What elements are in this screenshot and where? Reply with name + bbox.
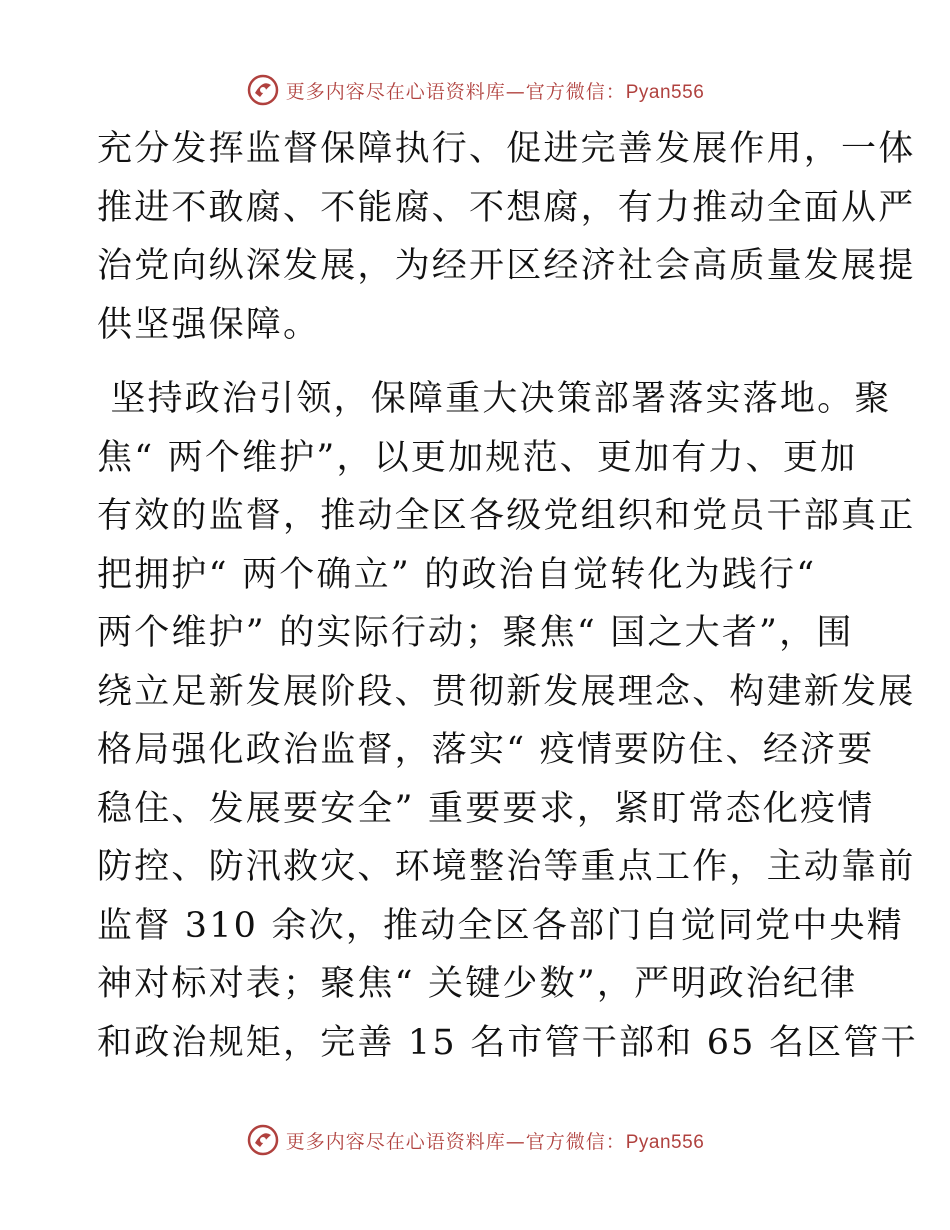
header-banner-text	[286, 77, 705, 104]
footer-wechat-handle: Pyan556	[625, 1131, 705, 1153]
paragraph-gap	[97, 354, 857, 370]
text-line: 焦“ 两个维护”，以更加规范、更加有力、更加	[97, 437, 858, 478]
paragraph-1	[97, 120, 916, 354]
text-line: 供坚强保障。	[97, 304, 321, 345]
text-line: 坚持政治引领，保障重大决策部署落实落地。聚	[97, 379, 892, 419]
text-line: 有效的监督，推动全区各级党组织和党员干部真正	[97, 496, 916, 536]
seal-logo-icon	[246, 1123, 280, 1157]
header-banner-label: 更多内容尽在心语资料库—官方微信：	[285, 80, 626, 103]
text-line: 格局强化政治监督，落实“ 疫情要防住、经济要	[97, 730, 875, 770]
text-line: 和政治规矩，完善 15 名市管干部和 65 名区管干	[97, 1022, 918, 1063]
text-line: 推进不敢腐、不能腐、不想腐，有力推动全面从严	[97, 187, 916, 228]
text-line: 把拥护“ 两个确立” 的政治自觉转化为践行“	[97, 554, 817, 595]
text-line: 绕立足新发展阶段、贯彻新发展理念、构建新发展	[97, 671, 916, 712]
text-line: 稳住、发展要安全” 重要要求，紧盯常态化疫情	[97, 788, 875, 829]
text-line: 充分发挥监督保障执行、促进完善发展作用，一体	[97, 129, 916, 169]
header-banner	[0, 68, 950, 112]
text-line: 两个维护” 的实际行动；聚焦“ 国之大者”，围	[97, 613, 854, 653]
header-wechat-handle: Pyan556	[625, 81, 705, 103]
footer-banner	[0, 1118, 950, 1162]
seal-logo-icon	[246, 73, 280, 107]
text-line: 防控、防汛救灾、环境整治等重点工作，主动靠前	[97, 847, 916, 887]
footer-banner-label: 更多内容尽在心语资料库—官方微信：	[285, 1130, 626, 1153]
text-line: 监督 310 余次，推动全区各部门自觉同党中央精	[97, 905, 904, 946]
text-line: 神对标对表；聚焦“ 关键少数”，严明政治纪律	[97, 964, 858, 1004]
footer-banner-text	[286, 1127, 705, 1154]
document-body	[97, 120, 918, 1072]
text-line: 治党向纵深发展，为经开区经济社会高质量发展提	[97, 246, 916, 286]
paragraph-2	[97, 370, 918, 1072]
